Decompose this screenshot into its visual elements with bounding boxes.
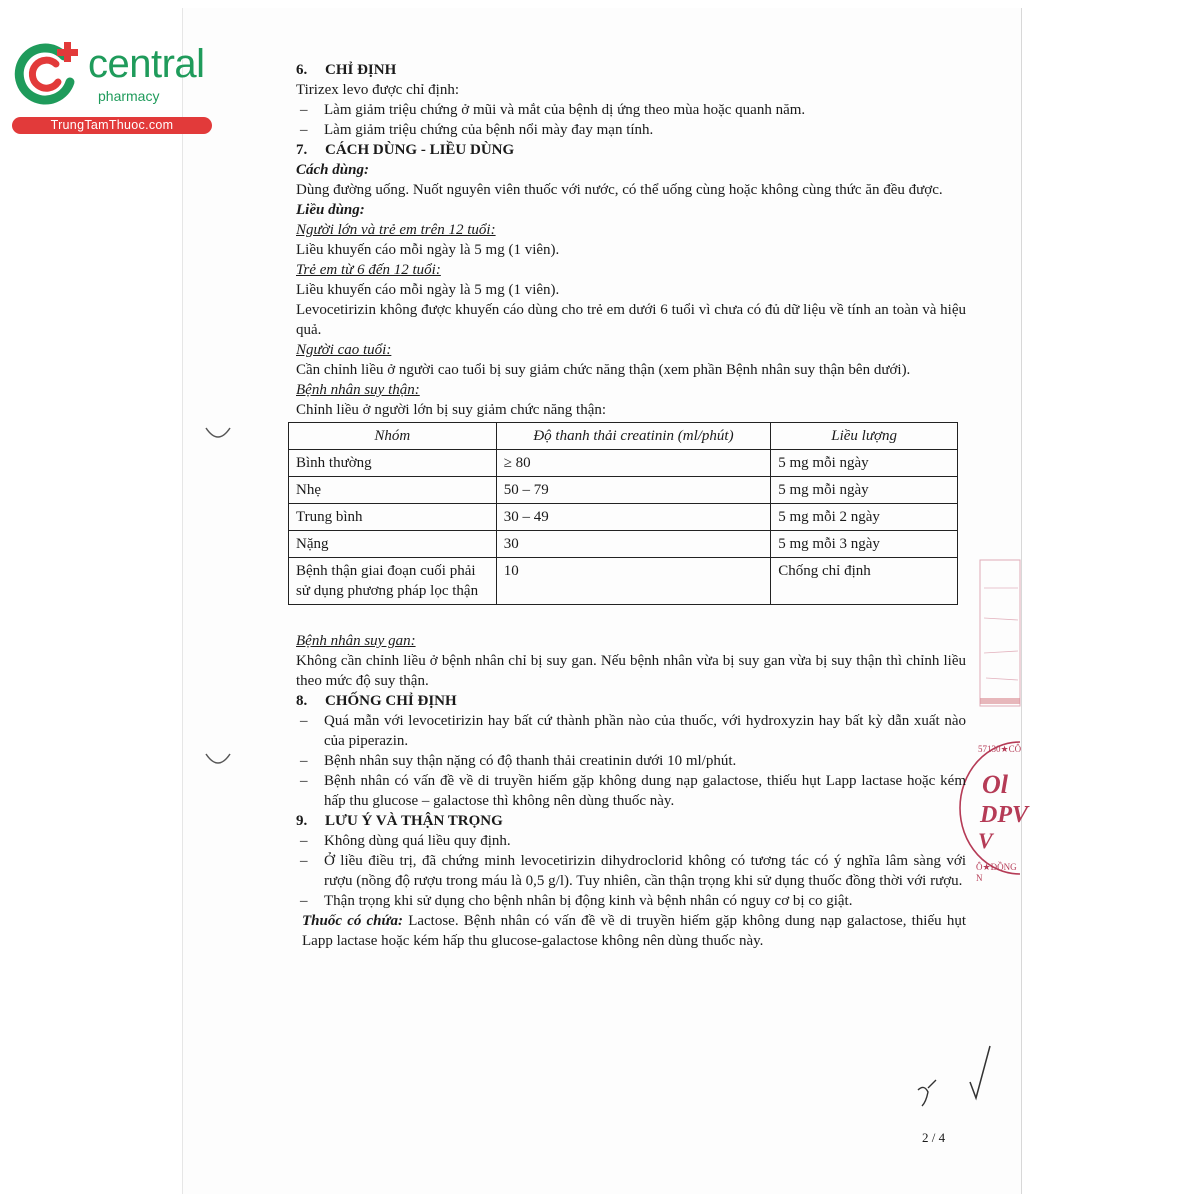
hepatic-heading: Bệnh nhân suy gan: [296, 633, 416, 649]
table-cell: 5 mg mỗi ngày [771, 477, 958, 504]
hepatic-text: Không cần chỉnh liều ở bệnh nhân chỉ bị suy gan. Nếu bệnh nhân vừa bị suy gan vừa bị suy thận thì chỉnh liều theo mức độ suy thận. [296, 653, 966, 689]
central-pharmacy-logo-icon [12, 38, 84, 110]
table-header-cell: Nhóm [289, 423, 497, 450]
renal-dose-table [288, 422, 958, 605]
section-9-heading: 9. LƯU Ý VÀ THẬN TRỌNG [296, 813, 503, 829]
adult-heading: Người lớn và trẻ em trên 12 tuổi: [296, 222, 496, 238]
usage-heading: Cách dùng: [296, 162, 369, 178]
table-cell: Trung bình [289, 504, 497, 531]
table-cell: 10 [496, 558, 771, 605]
section-6-item: – Làm giảm triệu chứng của bệnh nổi mày đay mạn tính. [296, 120, 966, 140]
section-6-intro: Tirizex levo được chỉ định: [296, 82, 459, 98]
table-cell: Nặng [289, 531, 497, 558]
section-6-item: – Làm giảm triệu chứng ở mũi và mắt của bệnh dị ứng theo mùa hoặc quanh năm. [296, 100, 966, 120]
table-row [289, 504, 958, 531]
table-cell: Bệnh thận giai đoạn cuối phải sử dụng phương pháp lọc thận [289, 558, 497, 605]
section-8-item: – Bệnh nhân có vấn đề về di truyền hiếm gặp không dung nạp galactose, thiếu hụt Lapp lactase hoặc kém hấp thu glucose – galactose thì không nên dùng thuốc này. [296, 771, 966, 811]
usage-text: Dùng đường uống. Nuốt nguyên viên thuốc với nước, có thể uống cùng hoặc không cùng thức ăn đều được. [296, 182, 943, 198]
table-row [289, 531, 958, 558]
elderly-heading: Người cao tuổi: [296, 342, 392, 358]
section-6-heading: 6. CHỈ ĐỊNH [296, 62, 397, 78]
table-cell: ≥ 80 [496, 450, 771, 477]
table-cell: Nhẹ [289, 477, 497, 504]
child-text: Liều khuyến cáo mỗi ngày là 5 mg (1 viên). [296, 282, 560, 298]
stamp-text-bottom: Ô★ĐỒNG N [976, 862, 1017, 883]
table-cell: 5 mg mỗi 3 ngày [771, 531, 958, 558]
contains-note [296, 911, 966, 951]
svg-text:DPV: DPV [980, 802, 1028, 828]
section-9-item: – Không dùng quá liều quy định. [296, 831, 966, 851]
central-pharmacy-logo [10, 38, 212, 138]
punch-hole-icon [202, 748, 234, 768]
contains-text: Lactose. Bệnh nhân có vấn đề về di truyền hiếm gặp không dung nạp galactose, thiếu hụt Lapp lactase hoặc kém hấp thu glucose-galactose không nên dùng thuốc này. [302, 913, 966, 949]
section-9-item: – Thận trọng khi sử dụng cho bệnh nhân bị động kinh và bệnh nhân có nguy cơ bị co giật. [296, 891, 966, 911]
elderly-text: Cần chỉnh liều ở người cao tuổi bị suy giảm chức năng thận (xem phần Bệnh nhân suy thận bên dưới). [296, 362, 911, 378]
table-cell: Bình thường [289, 450, 497, 477]
table-cell: 50 – 79 [496, 477, 771, 504]
renal-text: Chỉnh liều ở người lớn bị suy giảm chức năng thận: [296, 402, 607, 418]
svg-text:V: V [978, 828, 993, 853]
table-header-row [289, 423, 958, 450]
handwritten-check-icon [912, 1040, 992, 1110]
renal-heading: Bệnh nhân suy thận: [296, 382, 420, 398]
page-number: 2 / 4 [922, 1130, 946, 1145]
stamp-text-top: 57130★CÔ [978, 744, 1022, 754]
table-row [289, 477, 958, 504]
stamp-fragment-bottom [972, 738, 1028, 883]
section-8-item: – Quá mẫn với levocetirizin hay bất cứ thành phần nào của thuốc, với hydroxyzin hay bất kỳ dẫn xuất nào của piperazin. [296, 711, 966, 751]
section-9-item: – Ở liều điều trị, đã chứng minh levocetirizin dihydroclorid không có tương tác có ý nghĩa lâm sàng với rượu (nồng độ rượu trong máu là 0,5 g/l). Tuy nhiên, cần thận trọng khi sử dụng thuốc đồng thời với rượu. [296, 851, 966, 891]
table-cell: 30 [496, 531, 771, 558]
table-header-cell: Độ thanh thải creatinin (ml/phút) [496, 423, 771, 450]
stamp-circle-icon [972, 738, 1028, 878]
section-7-heading: 7. CÁCH DÙNG - LIỀU DÙNG [296, 142, 515, 158]
child-heading: Trẻ em từ 6 đến 12 tuổi: [296, 262, 441, 278]
logo-site-badge[interactable]: TrungTamThuoc.com [12, 117, 212, 134]
table-cell: 30 – 49 [496, 504, 771, 531]
contains-label: Thuốc có chứa: [302, 913, 404, 929]
table-header-cell: Liều lượng [771, 423, 958, 450]
table-row [289, 558, 958, 605]
logo-brand-text: central [88, 42, 205, 86]
document-content [296, 60, 966, 951]
stamp-fragment-top [978, 558, 1020, 708]
table-row [289, 450, 958, 477]
child-note: Levocetirizin không được khuyến cáo dùng cho trẻ em dưới 6 tuổi vì chưa có đủ dữ liệu về tính an toàn và hiệu quả. [296, 302, 966, 338]
punch-hole-icon [202, 422, 234, 442]
adult-text: Liều khuyến cáo mỗi ngày là 5 mg (1 viên). [296, 242, 560, 258]
table-cell: Chống chỉ định [771, 558, 958, 605]
table-cell: 5 mg mỗi ngày [771, 450, 958, 477]
table-cell: 5 mg mỗi 2 ngày [771, 504, 958, 531]
svg-text:Ol: Ol [982, 770, 1008, 799]
logo-sub-text: pharmacy [98, 88, 160, 104]
section-8-heading: 8. CHỐNG CHỈ ĐỊNH [296, 693, 457, 709]
section-8-item: – Bệnh nhân suy thận nặng có độ thanh thải creatinin dưới 10 ml/phút. [296, 751, 966, 771]
dose-heading: Liều dùng: [296, 202, 365, 218]
